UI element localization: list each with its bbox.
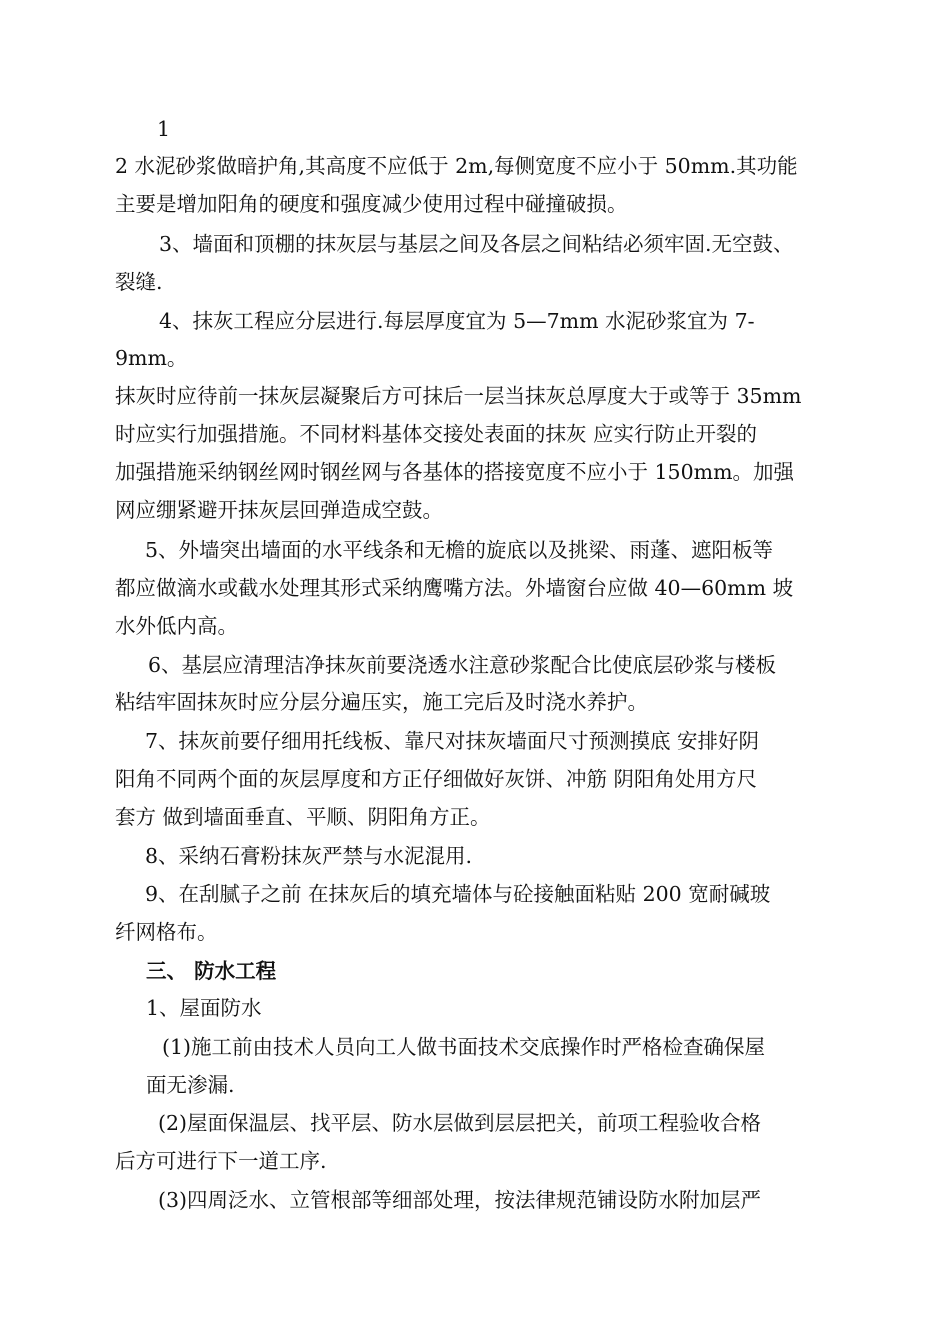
text-line: 水外低内高。 [115, 614, 238, 638]
text-line: 套方 做到墙面垂直、平顺、阴阳角方正。 [115, 805, 491, 829]
text-line: 4、抹灰工程应分层进行.每层厚度宜为 5—7mm 水泥砂浆宜为 7- [159, 309, 755, 333]
text-line: 3、墙面和顶棚的抹灰层与基层之间及各层之间粘结必须牢固.无空鼓、 [159, 232, 794, 256]
text-line: 纤网格布。 [115, 920, 218, 944]
text-line: (2)屋面保温层、找平层、防水层做到层层把关，前项工程验收合格 [158, 1111, 762, 1135]
text-line: (3)四周泛水、立管根部等细部处理，按法律规范铺设防水附加层严 [158, 1188, 762, 1212]
text-line: 都应做滴水或截水处理其形式采纳鹰嘴方法。外墙窗台应做 40—60mm 坡 [115, 576, 794, 600]
text-line: 时应实行加强措施。不同材料基体交接处表面的抹灰 应实行防止开裂的 [115, 422, 758, 446]
text-line: 7、抹灰前要仔细用托线板、靠尺对抹灰墙面尺寸预测摸底 安排好阴 [145, 729, 760, 753]
section-heading: 三、 防水工程 [146, 959, 277, 983]
text-line: 抹灰时应待前一抹灰层凝聚后方可抹后一层当抹灰总厚度大于或等于 35mm [115, 384, 802, 408]
text-line: 9mm。 [115, 346, 188, 370]
text-line: 8、采纳石膏粉抹灰严禁与水泥混用. [145, 844, 473, 868]
text-line: 9、在刮腻子之前 在抹灰后的填充墙体与砼接触面粘贴 200 宽耐碱玻 [145, 882, 771, 906]
text-line: 裂缝. [115, 270, 163, 294]
text-line: (1)施工前由技术人员向工人做书面技术交底操作时严格检查确保屋 [162, 1035, 766, 1059]
page-number: 1 [157, 117, 171, 141]
text-line: 网应绷紧避开抹灰层回弹造成空鼓。 [115, 498, 443, 522]
text-line: 后方可进行下一道工序. [115, 1149, 327, 1173]
text-line: 面无渗漏. [146, 1073, 235, 1097]
text-line: 5、外墙突出墙面的水平线条和无檐的旋底以及挑梁、雨蓬、遮阳板等 [145, 538, 774, 562]
text-line: 6、基层应清理洁净抹灰前要浇透水注意砂浆配合比使底层砂浆与楼板 [148, 653, 777, 677]
text-line: 粘结牢固抹灰时应分层分遍压实，施工完后及时浇水养护。 [115, 690, 648, 714]
text-line: 2 水泥砂浆做暗护角,其高度不应低于 2m,每侧宽度不应小于 50mm.其功能 [115, 154, 798, 178]
text-line: 加强措施采纳钢丝网时钢丝网与各基体的搭接宽度不应小于 150mm。加强 [115, 460, 795, 484]
text-line: 阳角不同两个面的灰层厚度和方正仔细做好灰饼、冲筋 阴阳角处用方尺 [115, 767, 758, 791]
subsection-heading: 1、屋面防水 [146, 996, 262, 1020]
text-line: 主要是增加阳角的硬度和强度减少使用过程中碰撞破损。 [115, 192, 628, 216]
